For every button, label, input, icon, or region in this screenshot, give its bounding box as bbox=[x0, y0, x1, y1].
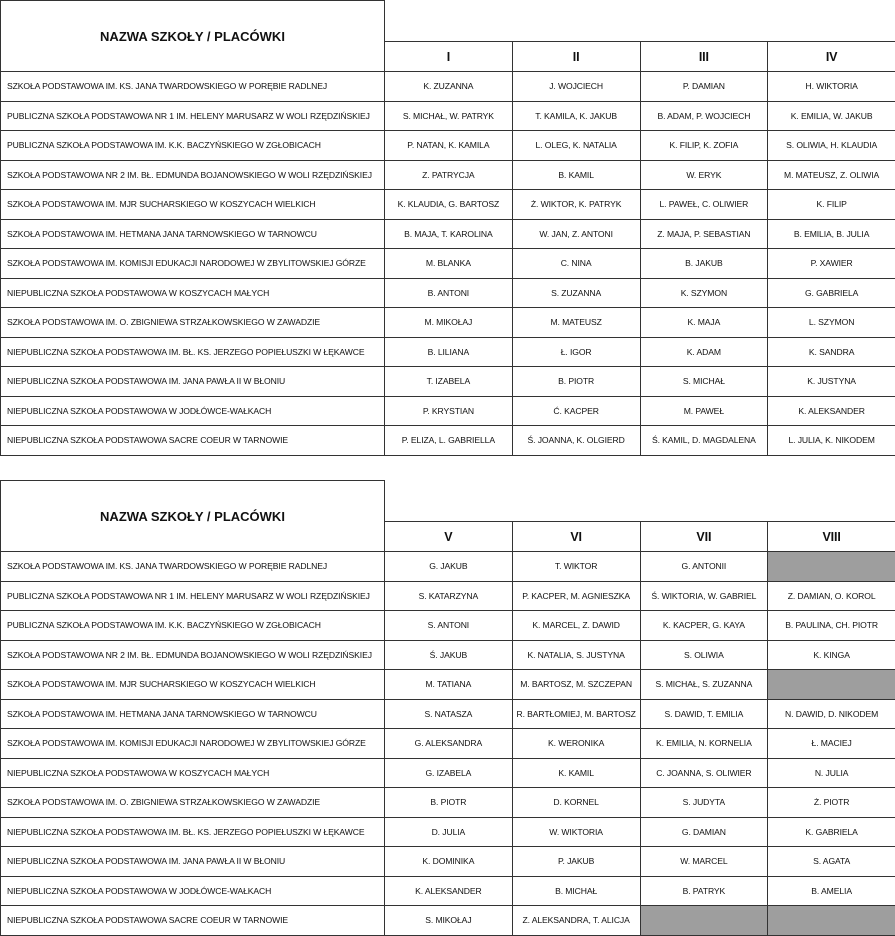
student-names-cell: C. JOANNA, S. OLIWIER bbox=[640, 758, 768, 788]
school-name-cell: NIEPUBLICZNA SZKOŁA PODSTAWOWA IM. JANA PAWŁA II W BŁONIU bbox=[1, 847, 385, 877]
student-names-cell: K. KINGA bbox=[768, 640, 895, 670]
student-names-cell: M. BLANKA bbox=[385, 249, 513, 279]
student-names-cell: K. KAMIL bbox=[512, 758, 640, 788]
table-row bbox=[1, 308, 895, 338]
table-row bbox=[1, 758, 895, 788]
class-column-header: III bbox=[640, 42, 768, 72]
student-names-cell: Ś. JOANNA, K. OLGIERD bbox=[512, 426, 640, 456]
student-names-cell: Z. ALEKSANDRA, T. ALICJA bbox=[512, 906, 640, 936]
student-names-cell: K. NATALIA, S. JUSTYNA bbox=[512, 640, 640, 670]
empty-shaded-cell bbox=[768, 670, 895, 700]
student-names-cell: K. ZUZANNA bbox=[385, 72, 513, 102]
table-row bbox=[1, 581, 895, 611]
student-names-cell: Z. DAMIAN, O. KOROL bbox=[768, 581, 895, 611]
student-names-cell: P. ELIZA, L. GABRIELLA bbox=[385, 426, 513, 456]
student-names-cell: B. MICHAŁ bbox=[512, 876, 640, 906]
empty-shaded-cell bbox=[640, 906, 768, 936]
table-row bbox=[1, 249, 895, 279]
student-names-cell: P. XAWIER bbox=[768, 249, 895, 279]
table-row bbox=[1, 396, 895, 426]
student-names-cell: G. ALEKSANDRA bbox=[385, 729, 513, 759]
table-row bbox=[1, 426, 895, 456]
student-names-cell: B. KAMIL bbox=[512, 160, 640, 190]
student-names-cell: N. JULIA bbox=[768, 758, 895, 788]
student-names-cell: P. NATAN, K. KAMILA bbox=[385, 131, 513, 161]
student-names-cell: S. MICHAŁ, W. PATRYK bbox=[385, 101, 513, 131]
student-names-cell: S. ANTONI bbox=[385, 611, 513, 641]
school-name-cell: NIEPUBLICZNA SZKOŁA PODSTAWOWA W KOSZYCACH MAŁYCH bbox=[1, 758, 385, 788]
student-names-cell: Ż. WIKTOR, K. PATRYK bbox=[512, 190, 640, 220]
school-name-cell: PUBLICZNA SZKOŁA PODSTAWOWA IM. K.K. BACZYŃSKIEGO W ZGŁOBICACH bbox=[1, 131, 385, 161]
table-row bbox=[1, 278, 895, 308]
school-name-cell: SZKOŁA PODSTAWOWA IM. KS. JANA TWARDOWSKIEGO W PORĘBIE RADLNEJ bbox=[1, 72, 385, 102]
student-names-cell: K. FILIP, K. ZOFIA bbox=[640, 131, 768, 161]
student-names-cell: N. DAWID, D. NIKODEM bbox=[768, 699, 895, 729]
student-names-cell: G. GABRIELA bbox=[768, 278, 895, 308]
school-name-header: NAZWA SZKOŁY / PLACÓWKI bbox=[1, 1, 385, 72]
student-names-cell: P. DAMIAN bbox=[640, 72, 768, 102]
table-row bbox=[1, 699, 895, 729]
student-names-cell: M. MATEUSZ bbox=[512, 308, 640, 338]
school-name-cell: SZKOŁA PODSTAWOWA IM. KS. JANA TWARDOWSKIEGO W PORĘBIE RADLNEJ bbox=[1, 552, 385, 582]
student-names-cell: B. PIOTR bbox=[512, 367, 640, 397]
student-names-cell: T. IZABELA bbox=[385, 367, 513, 397]
school-name-cell: SZKOŁA PODSTAWOWA NR 2 IM. BŁ. EDMUNDA BOJANOWSKIEGO W WOLI RZĘDZIŃSKIEJ bbox=[1, 160, 385, 190]
student-names-cell: D. JULIA bbox=[385, 817, 513, 847]
student-names-cell: Ś. WIKTORIA, W. GABRIEL bbox=[640, 581, 768, 611]
student-names-cell: W. ERYK bbox=[640, 160, 768, 190]
header-blank-area bbox=[385, 481, 895, 522]
student-names-cell: S. JUDYTA bbox=[640, 788, 768, 818]
student-names-cell: P. KACPER, M. AGNIESZKA bbox=[512, 581, 640, 611]
table-row bbox=[1, 337, 895, 367]
table-row bbox=[1, 847, 895, 877]
student-names-cell: T. KAMILA, K. JAKUB bbox=[512, 101, 640, 131]
table-row bbox=[1, 101, 895, 131]
student-names-cell: L. JULIA, K. NIKODEM bbox=[768, 426, 895, 456]
student-names-cell: S. ZUZANNA bbox=[512, 278, 640, 308]
school-name-cell: NIEPUBLICZNA SZKOŁA PODSTAWOWA W JODŁÓWCE-WAŁKACH bbox=[1, 396, 385, 426]
header-row bbox=[1, 1, 895, 42]
student-names-cell: W. WIKTORIA bbox=[512, 817, 640, 847]
table-row bbox=[1, 906, 895, 936]
student-names-cell: K. EMILIA, N. KORNELIA bbox=[640, 729, 768, 759]
student-names-cell: S. AGATA bbox=[768, 847, 895, 877]
class-column-header: II bbox=[512, 42, 640, 72]
school-name-cell: SZKOŁA PODSTAWOWA IM. O. ZBIGNIEWA STRZAŁKOWSKIEGO W ZAWADZIE bbox=[1, 308, 385, 338]
class-table-1 bbox=[0, 0, 895, 456]
table-row bbox=[1, 876, 895, 906]
student-names-cell: K. KACPER, G. KAYA bbox=[640, 611, 768, 641]
table-row bbox=[1, 640, 895, 670]
table-row bbox=[1, 190, 895, 220]
school-name-header: NAZWA SZKOŁY / PLACÓWKI bbox=[1, 481, 385, 552]
table-row bbox=[1, 788, 895, 818]
student-names-cell: B. EMILIA, B. JULIA bbox=[768, 219, 895, 249]
table-row bbox=[1, 131, 895, 161]
student-names-cell: K. SZYMON bbox=[640, 278, 768, 308]
student-names-cell: K. ADAM bbox=[640, 337, 768, 367]
student-names-cell: M. PAWEŁ bbox=[640, 396, 768, 426]
student-names-cell: K. DOMINIKA bbox=[385, 847, 513, 877]
class-column-header: I bbox=[385, 42, 513, 72]
student-names-cell: B. JAKUB bbox=[640, 249, 768, 279]
table-row bbox=[1, 817, 895, 847]
student-names-cell: Z. PATRYCJA bbox=[385, 160, 513, 190]
empty-shaded-cell bbox=[768, 906, 895, 936]
student-names-cell: H. WIKTORIA bbox=[768, 72, 895, 102]
school-name-cell: PUBLICZNA SZKOŁA PODSTAWOWA NR 1 IM. HELENY MARUSARZ W WOLI RZĘDZIŃSKIEJ bbox=[1, 101, 385, 131]
student-names-cell: K. SANDRA bbox=[768, 337, 895, 367]
table-row bbox=[1, 367, 895, 397]
student-names-cell: W. MARCEL bbox=[640, 847, 768, 877]
student-names-cell: B. LILIANA bbox=[385, 337, 513, 367]
student-names-cell: G. JAKUB bbox=[385, 552, 513, 582]
school-name-cell: NIEPUBLICZNA SZKOŁA PODSTAWOWA IM. BŁ. KS. JERZEGO POPIEŁUSZKI W ŁĘKAWCE bbox=[1, 817, 385, 847]
student-names-cell: L. PAWEŁ, C. OLIWIER bbox=[640, 190, 768, 220]
school-name-cell: SZKOŁA PODSTAWOWA IM. MJR SUCHARSKIEGO W KOSZYCACH WIELKICH bbox=[1, 190, 385, 220]
student-names-cell: B. ADAM, P. WOJCIECH bbox=[640, 101, 768, 131]
student-names-cell: K. GABRIELA bbox=[768, 817, 895, 847]
student-names-cell: Ż. PIOTR bbox=[768, 788, 895, 818]
student-names-cell: S. OLIWIA bbox=[640, 640, 768, 670]
student-names-cell: S. NATASZA bbox=[385, 699, 513, 729]
table-row bbox=[1, 611, 895, 641]
student-names-cell: S. KATARZYNA bbox=[385, 581, 513, 611]
school-name-cell: SZKOŁA PODSTAWOWA IM. O. ZBIGNIEWA STRZAŁKOWSKIEGO W ZAWADZIE bbox=[1, 788, 385, 818]
student-names-cell: S. MIKOŁAJ bbox=[385, 906, 513, 936]
student-names-cell: Ł. IGOR bbox=[512, 337, 640, 367]
school-name-cell: SZKOŁA PODSTAWOWA NR 2 IM. BŁ. EDMUNDA BOJANOWSKIEGO W WOLI RZĘDZIŃSKIEJ bbox=[1, 640, 385, 670]
student-names-cell: R. BARTŁOMIEJ, M. BARTOSZ bbox=[512, 699, 640, 729]
class-column-header: VIII bbox=[768, 522, 895, 552]
student-names-cell: B. PAULINA, CH. PIOTR bbox=[768, 611, 895, 641]
student-names-cell: J. WOJCIECH bbox=[512, 72, 640, 102]
student-names-cell: K. MARCEL, Z. DAWID bbox=[512, 611, 640, 641]
class-column-header: VII bbox=[640, 522, 768, 552]
student-names-cell: K. JUSTYNA bbox=[768, 367, 895, 397]
student-names-cell: B. PATRYK bbox=[640, 876, 768, 906]
class-table-2 bbox=[0, 480, 895, 936]
student-names-cell: B. ANTONI bbox=[385, 278, 513, 308]
class-column-header: V bbox=[385, 522, 513, 552]
student-names-cell: G. IZABELA bbox=[385, 758, 513, 788]
student-names-cell: K. KLAUDIA, G. BARTOSZ bbox=[385, 190, 513, 220]
student-names-cell: S. MICHAŁ bbox=[640, 367, 768, 397]
student-names-cell: T. WIKTOR bbox=[512, 552, 640, 582]
header-blank-area bbox=[385, 1, 895, 42]
table-row bbox=[1, 219, 895, 249]
student-names-cell: B. MAJA, T. KAROLINA bbox=[385, 219, 513, 249]
student-names-cell: C. NINA bbox=[512, 249, 640, 279]
student-names-cell: K. EMILIA, W. JAKUB bbox=[768, 101, 895, 131]
school-name-cell: SZKOŁA PODSTAWOWA IM. KOMISJI EDUKACJI NARODOWEJ W ZBYLITOWSKIEJ GÓRZE bbox=[1, 729, 385, 759]
school-name-cell: NIEPUBLICZNA SZKOŁA PODSTAWOWA W JODŁÓWCE-WAŁKACH bbox=[1, 876, 385, 906]
student-names-cell: Ć. KACPER bbox=[512, 396, 640, 426]
student-names-cell: Ś. KAMIL, D. MAGDALENA bbox=[640, 426, 768, 456]
student-names-cell: Z. MAJA, P. SEBASTIAN bbox=[640, 219, 768, 249]
table-row bbox=[1, 160, 895, 190]
student-names-cell: D. KORNEL bbox=[512, 788, 640, 818]
school-name-cell: PUBLICZNA SZKOŁA PODSTAWOWA NR 1 IM. HELENY MARUSARZ W WOLI RZĘDZIŃSKIEJ bbox=[1, 581, 385, 611]
student-names-cell: P. JAKUB bbox=[512, 847, 640, 877]
student-names-cell: K. FILIP bbox=[768, 190, 895, 220]
student-names-cell: K. MAJA bbox=[640, 308, 768, 338]
table-row bbox=[1, 552, 895, 582]
student-names-cell: S. DAWID, T. EMILIA bbox=[640, 699, 768, 729]
student-names-cell: W. JAN, Z. ANTONI bbox=[512, 219, 640, 249]
school-name-cell: PUBLICZNA SZKOŁA PODSTAWOWA IM. K.K. BACZYŃSKIEGO W ZGŁOBICACH bbox=[1, 611, 385, 641]
table-row bbox=[1, 72, 895, 102]
student-names-cell: G. ANTONII bbox=[640, 552, 768, 582]
student-names-cell: K. ALEKSANDER bbox=[385, 876, 513, 906]
student-names-cell: L. SZYMON bbox=[768, 308, 895, 338]
school-name-cell: NIEPUBLICZNA SZKOŁA PODSTAWOWA W KOSZYCACH MAŁYCH bbox=[1, 278, 385, 308]
table-row bbox=[1, 729, 895, 759]
student-names-cell: P. KRYSTIAN bbox=[385, 396, 513, 426]
school-name-cell: NIEPUBLICZNA SZKOŁA PODSTAWOWA IM. JANA PAWŁA II W BŁONIU bbox=[1, 367, 385, 397]
student-names-cell: M. BARTOSZ, M. SZCZEPAN bbox=[512, 670, 640, 700]
student-names-cell: K. WERONIKA bbox=[512, 729, 640, 759]
student-names-cell: M. MIKOŁAJ bbox=[385, 308, 513, 338]
header-row bbox=[1, 481, 895, 522]
school-name-cell: NIEPUBLICZNA SZKOŁA PODSTAWOWA SACRE COEUR W TARNOWIE bbox=[1, 426, 385, 456]
school-name-cell: NIEPUBLICZNA SZKOŁA PODSTAWOWA SACRE COEUR W TARNOWIE bbox=[1, 906, 385, 936]
student-names-cell: M. MATEUSZ, Z. OLIWIA bbox=[768, 160, 895, 190]
student-names-cell: Ł. MACIEJ bbox=[768, 729, 895, 759]
school-name-cell: SZKOŁA PODSTAWOWA IM. MJR SUCHARSKIEGO W KOSZYCACH WIELKICH bbox=[1, 670, 385, 700]
empty-shaded-cell bbox=[768, 552, 895, 582]
table-row bbox=[1, 670, 895, 700]
student-names-cell: B. AMELIA bbox=[768, 876, 895, 906]
student-names-cell: K. ALEKSANDER bbox=[768, 396, 895, 426]
student-names-cell: M. TATIANA bbox=[385, 670, 513, 700]
school-name-cell: SZKOŁA PODSTAWOWA IM. HETMANA JANA TARNOWSKIEGO W TARNOWCU bbox=[1, 219, 385, 249]
class-column-header: IV bbox=[768, 42, 895, 72]
student-names-cell: B. PIOTR bbox=[385, 788, 513, 818]
school-name-cell: SZKOŁA PODSTAWOWA IM. HETMANA JANA TARNOWSKIEGO W TARNOWCU bbox=[1, 699, 385, 729]
school-name-cell: NIEPUBLICZNA SZKOŁA PODSTAWOWA IM. BŁ. KS. JERZEGO POPIEŁUSZKI W ŁĘKAWCE bbox=[1, 337, 385, 367]
student-names-cell: Ś. JAKUB bbox=[385, 640, 513, 670]
student-names-cell: L. OLEG, K. NATALIA bbox=[512, 131, 640, 161]
school-name-cell: SZKOŁA PODSTAWOWA IM. KOMISJI EDUKACJI NARODOWEJ W ZBYLITOWSKIEJ GÓRZE bbox=[1, 249, 385, 279]
student-names-cell: G. DAMIAN bbox=[640, 817, 768, 847]
student-names-cell: S. MICHAŁ, S. ZUZANNA bbox=[640, 670, 768, 700]
student-names-cell: S. OLIWIA, H. KLAUDIA bbox=[768, 131, 895, 161]
class-column-header: VI bbox=[512, 522, 640, 552]
